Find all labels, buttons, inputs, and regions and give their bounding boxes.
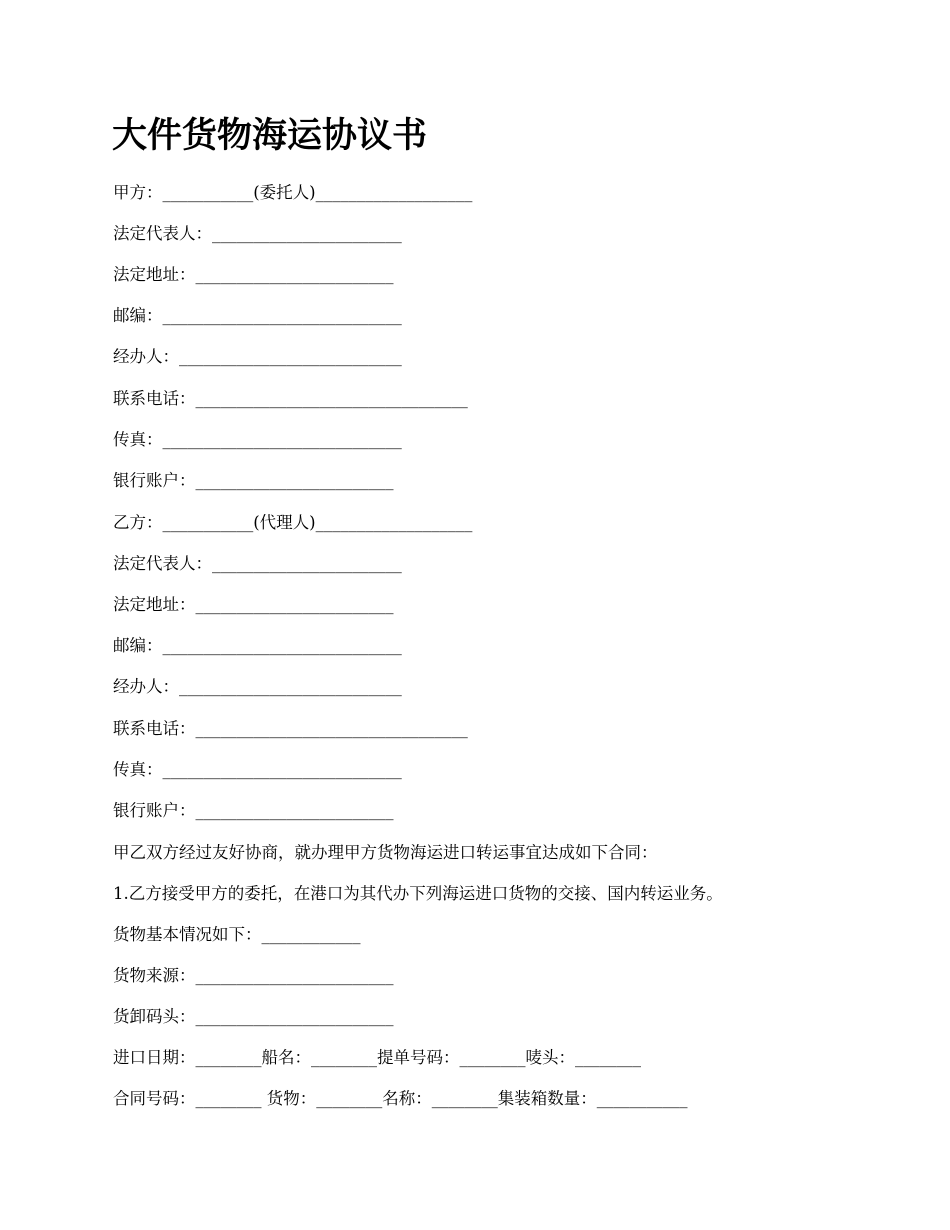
cargo-info-line: 货物基本情况如下：____________ (113, 925, 361, 944)
party-a-fax-line: 传真：_____________________________ (113, 430, 402, 449)
party-b-handler-line: 经办人：___________________________ (113, 677, 402, 696)
party-a-line: 甲方：___________(委托人)___________________ (113, 183, 473, 202)
party-b-fax-line: 传真：_____________________________ (113, 760, 402, 779)
cargo-source-line: 货物来源：________________________ (113, 966, 394, 985)
party-a-handler-line: 经办人：___________________________ (113, 347, 402, 366)
party-a-bank-account-line: 银行账户：________________________ (113, 471, 394, 490)
party-a-phone-line: 联系电话：_________________________________ (113, 389, 468, 408)
party-b-bank-account-line: 银行账户：________________________ (113, 801, 394, 820)
party-a-legal-address-line: 法定地址：________________________ (113, 265, 394, 284)
party-a-legal-rep-line: 法定代表人：_______________________ (113, 224, 402, 243)
agreement-intro-line: 甲乙双方经过友好协商，就办理甲方货物海运进口转运事宜达成如下合同： (113, 843, 658, 862)
import-details-line: 进口日期：________船名：________提单号码：________唛头：________ (113, 1048, 641, 1067)
document-title: 大件货物海运协议书 (112, 116, 428, 156)
party-a-postcode-line: 邮编：_____________________________ (113, 306, 402, 325)
party-b-phone-line: 联系电话：_________________________________ (113, 719, 468, 738)
party-b-legal-address-line: 法定地址：________________________ (113, 595, 394, 614)
unloading-wharf-line: 货卸码头：________________________ (113, 1007, 394, 1026)
party-b-legal-rep-line: 法定代表人：_______________________ (113, 554, 402, 573)
clause-1-line: 1.乙方接受甲方的委托，在港口为其代办下列海运进口货物的交接、国内转运业务。 (113, 884, 723, 903)
party-b-postcode-line: 邮编：_____________________________ (113, 636, 402, 655)
contract-details-line: 合同号码：________ 货物：________名称：________集装箱数量：___________ (113, 1089, 688, 1108)
party-b-line: 乙方：___________(代理人)___________________ (113, 513, 473, 532)
